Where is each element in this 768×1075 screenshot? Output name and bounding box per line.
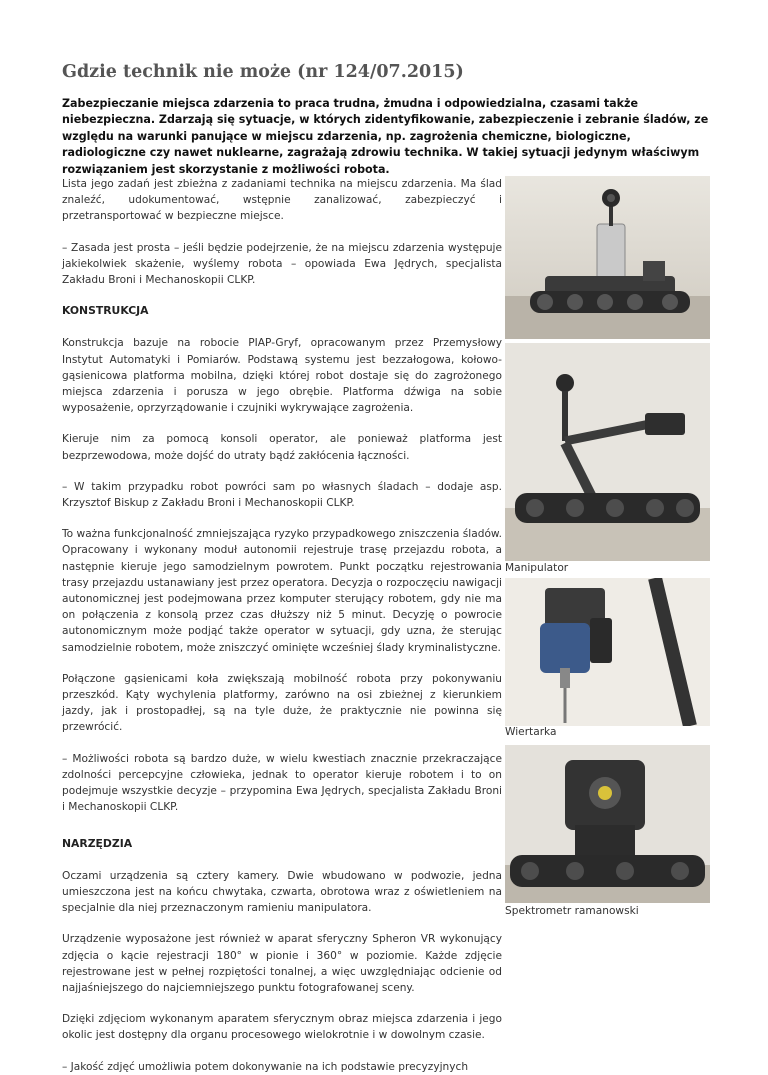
paragraph: Oczami urządzenia są cztery kamery. Dwie wbudowano w podwozie, jedna umieszczona jest na końcu chwytaka, czwarta, obrotowa wraz z oświetleniem na specjalnie dla niej przeznaczonym ramieniu manipulatora. <box>62 869 502 915</box>
paragraph: – Jakość zdjęć umożliwia potem dokonywanie na ich podstawie precyzyjnych <box>62 1060 469 1073</box>
caption-wiertarka: Wiertarka <box>505 726 557 738</box>
paragraph: Konstrukcja bazuje na robocie PIAP-Gryf, opracowanym przez Przemysłowy Instytut Automatyki i Pomiarów. Podstawą systemu jest bezzałogowa, kołowo-gąsienicowa platforma mobilna, dzięki której robot dostaje się do zagrożonego miejsca zdarzenia i porusza w jego obrębie. Platforma dźwiga na sobie wyposażenie, oprzyrządowanie i czujniki wykrywające zagrożenia. <box>62 337 502 415</box>
page-title: Gdzie technik nie może (nr 124/07.2015) <box>62 62 464 82</box>
section-heading-narzedzia: NARZĘDZIA <box>62 836 133 850</box>
paragraph: To ważna funkcjonalność zmniejszająca ryzyko przypadkowego zniszczenia śladów. Opracowany i wykonany moduł autonomii rejestruje trasę przejazdu robota, a następnie kieruje jego samodzielnym powrotem. Punkt początku rejestrowania trasy przejazdu ustanawiany jest przez operatora. Decyzja o rozpoczęciu nawigacji autonomicznej jest podejmowana przez komputer sterujący robotem, gdy nie ma on połączenia z konsolą przez czas dłuższy niż 5 minut. Decyzję o powrocie autonomicznym może podjąć także operator w sytuacji, gdy uzna, że sterując samodzielnie robotem, może zniszczyć ominięte wcześniej ślady kryminalistyczne. <box>62 528 502 654</box>
paragraph: Dzięki zdjęciom wykonanym aparatem sferycznym obraz miejsca zdarzenia i jego okolic jest dostępny dla organu procesowego wielokrotnie i w dowolnym czasie. <box>62 1013 502 1042</box>
paragraph: – Możliwości robota są bardzo duże, w wielu kwestiach znacznie przekraczające zdolności percepcyjne człowieka, jednak to operator kieruje robotem i to on podejmuje wszystkie decyzje – przypomina Ewa Jędrych, specjalista Zakładu Broni i Mechanoskopii CLKP. <box>62 752 502 814</box>
paragraph: Lista jego zadań jest zbieżna z zadaniami technika na miejscu zdarzenia. Ma ślad znaleźć, udokumentować, wstępnie zanalizować, zabezpieczyć i przetransportować w bezpieczne miejsce. <box>62 178 502 223</box>
manipulator-photo <box>505 343 710 561</box>
paragraph: Kieruje nim za pomocą konsoli operator, ale ponieważ platforma jest bezprzewodowa, może dojść do utraty bądź zakłócenia łączności. <box>62 433 502 462</box>
article-body <box>62 176 502 1075</box>
paragraph: – W takim przypadku robot powróci sam po własnych śladach – dodaje asp. Krzysztof Biskup z Zakładu Broni i Mechanoskopii CLKP. <box>62 480 502 510</box>
drill-photo <box>505 578 710 726</box>
section-heading-konstrukcja: KONSTRUKCJA <box>62 304 149 318</box>
paragraph: – Zasada jest prosta – jeśli będzie podejrzenie, że na miejscu zdarzenia występuje jakiekolwiek skażenie, wyślemy robota – opowiada Ewa Jędrych, specjalista Zakładu Broni i Mechanoskopii CLKP. <box>62 241 502 287</box>
spectrometer-photo <box>505 745 710 903</box>
paragraph: Urządzenie wyposażone jest również w aparat sferyczny Spheron VR wykonujący zdjęcia o kącie rejestracji 180° w pionie i 360° w poziomie. Każde zdjęcie rejestrowane jest w pełnej rozpiętości tonalnej, a więc uwzględniając odcienie od najjaśniejszego do najciemniejszego punktu fotografowanej sceny. <box>62 933 502 994</box>
robot-photo <box>505 176 710 339</box>
caption-spektrometr: Spektrometr ramanowski <box>505 905 639 917</box>
lead-paragraph: Zabezpieczanie miejsca zdarzenia to praca trudna, żmudna i odpowiedzialna, czasami także niebezpieczna. Zdarzają się sytuacje, w których zidentyfikowanie, zabezpieczenie i zebranie śladów, ze względu na warunki panujące w miejscu zdarzenia, np. zagrożenia chemiczne, biologiczne, radiologiczne czy nawet nuklearne, zagrażają zdrowiu technika. W takiej sytuacji jedynym właściwym rozwiązaniem jest skorzystanie z możliwości robota. <box>62 97 709 176</box>
caption-manipulator: Manipulator <box>505 562 569 574</box>
paragraph: Połączone gąsienicami koła zwiększają mobilność robota przy pokonywaniu przeszkód. Kąty wychylenia platformy, zarówno na osi zbieżnej z kierunkiem jazdy, jak i prostopadłej, są na tyle duże, że praktycznie nie powinna się przewrócić. <box>62 672 502 734</box>
